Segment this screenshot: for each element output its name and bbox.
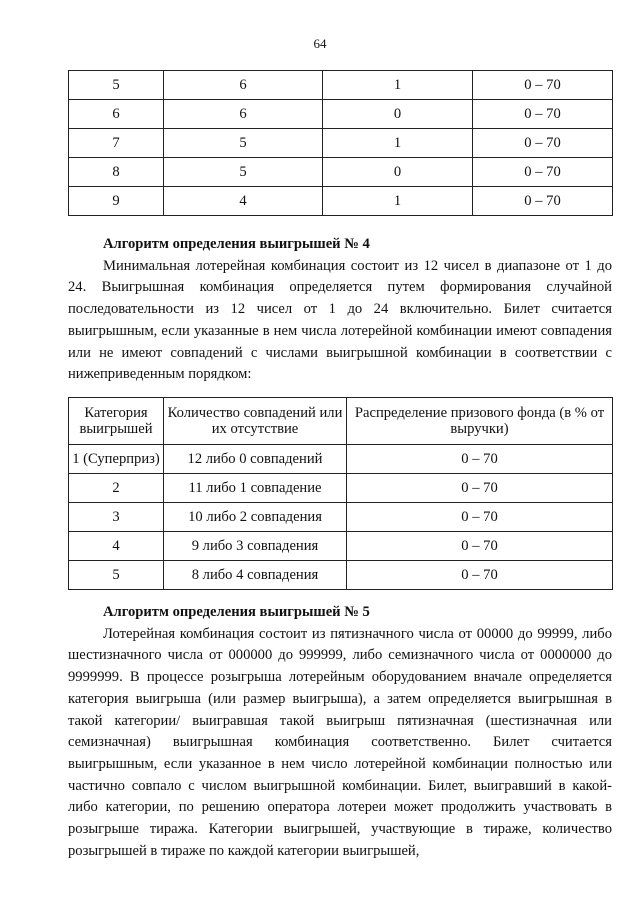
table-cell: 1 (Суперприз) [69,445,164,474]
table-cell: 0 – 70 [347,532,613,561]
table-cell: 5 [69,71,164,100]
table-cell: 6 [164,71,323,100]
table-cell: 4 [69,532,164,561]
table-cell: 0 – 70 [473,129,613,158]
table-cell: 0 [323,100,473,129]
table-cell: 9 [69,187,164,216]
table-cell: 0 – 70 [347,503,613,532]
table-cell: 0 – 70 [347,561,613,590]
table-row [69,187,613,216]
prize-table-continued [68,70,613,216]
header-category: Категория выигрышей [69,398,164,445]
algorithm-5-heading: Алгоритм определения выигрышей № 5 [103,604,370,620]
table-cell: 0 – 70 [473,100,613,129]
algorithm-4-text: Минимальная лотерейная комбинация состоит из 12 чисел в диапазоне от 1 до 24. Выигрышная комбинация определяется путем формирования случайной последовательности из 12 чисел от 1 до 24 включительно. Билет считается выигрышным, если указанные в нем числа лотерейной комбинации имеют совпадения или не имеют совпадений с числами выигрышной комбинации в соответствии с нижеприведенным порядком: [68,257,612,383]
page-number: 64 [313,36,327,51]
table-cell: 7 [69,129,164,158]
table-row [69,100,613,129]
table-cell: 2 [69,474,164,503]
table-row [69,503,613,532]
table-row [69,474,613,503]
algorithm-5-text: Лотерейная комбинация состоит из пятизначного числа от 00000 до 99999, либо шестизначного числа от 000000 до 999999, либо семизначного числа от 0000000 до 9999999. В процессе розыгрыша лотерейным оборудованием вначале определяется категория выигрыша (или размер выигрыша), а затем определяется выигрышная в такой категории/ выигравшая такой выигрыш пятизначная (шестизначная или семизначная) выигрышная комбинация соответственно. Билет считается выигрышным, если указанное в нем число лотерейной комбинации полностью или частично совпало с числом выигрышной комбинации. Билет, выигравший в какой-либо категории, по решению оператора лотереи может продолжить участвовать в розыгрыше тиража. Категории выигрышей, участвующие в тираже, количество розыгрышей в тираже по каждой категории выигрышей, [68,625,612,859]
table-cell: 0 – 70 [473,158,613,187]
table-cell: 12 либо 0 совпадений [164,445,347,474]
table-cell: 11 либо 1 совпадение [164,474,347,503]
table-cell: 6 [164,100,323,129]
table-cell: 3 [69,503,164,532]
table-cell: 5 [164,129,323,158]
table-cell: 8 либо 4 совпадения [164,561,347,590]
table-row [69,532,613,561]
table-cell: 0 [323,158,473,187]
algorithm-4-heading: Алгоритм определения выигрышей № 4 [103,236,370,252]
table-cell: 1 [323,71,473,100]
table-cell: 0 – 70 [473,71,613,100]
table-cell: 9 либо 3 совпадения [164,532,347,561]
table-row [69,129,613,158]
table-row [69,158,613,187]
header-matches: Количество совпадений или их отсутствие [164,398,347,445]
table-row [69,445,613,474]
table-cell: 1 [323,187,473,216]
table-cell: 8 [69,158,164,187]
algorithm-4-section [68,234,612,386]
table-cell: 1 [323,129,473,158]
prize-categories-table [68,397,613,590]
table-cell: 0 – 70 [347,445,613,474]
table-cell: 0 – 70 [473,187,613,216]
table-row [69,71,613,100]
table-cell: 10 либо 2 совпадения [164,503,347,532]
table-cell: 4 [164,187,323,216]
algorithm-5-section [68,602,612,862]
table-cell: 5 [164,158,323,187]
header-prize-fund: Распределение призового фонда (в % от выручки) [347,398,613,445]
table-cell: 6 [69,100,164,129]
table-cell: 5 [69,561,164,590]
table-row [69,561,613,590]
table-cell: 0 – 70 [347,474,613,503]
table-header-row [69,398,613,445]
